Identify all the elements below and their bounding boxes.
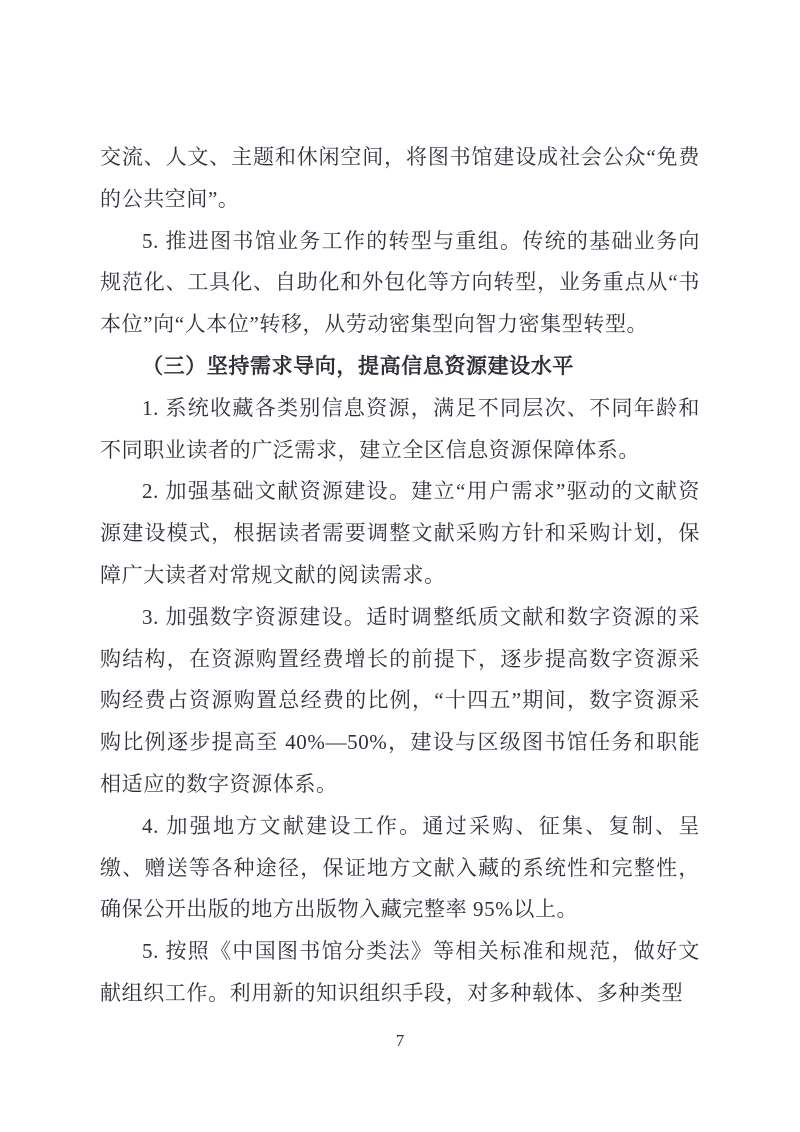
paragraph: 5. 推进图书馆业务工作的转型与重组。传统的基础业务向规范化、工具化、自助化和外包化等方向转型，业务重点从“书本位”向“人本位”转移，从劳动密集型向智力密集型转型。: [100, 228, 700, 337]
paragraph-continuation: 交流、人文、主题和休闲空间，将图书馆建设成社会公众“免费的公共空间”。: [100, 145, 700, 211]
document-body: [100, 137, 700, 1015]
paragraph: 1. 系统收藏各类别信息资源，满足不同层次、不同年龄和不同职业读者的广泛需求，建立全区信息资源保障体系。: [100, 395, 700, 462]
section-heading: （三）坚持需求导向，提高信息资源建设水平: [142, 353, 574, 378]
page-number: 7: [395, 1031, 405, 1050]
page-footer: [0, 1031, 800, 1051]
paragraph: 4. 加强地方文献建设工作。通过采购、征集、复制、呈缴、赠送等各种途径，保证地方文献入藏的系统性和完整性，确保公开出版的地方出版物入藏完整率 95%以上。: [100, 813, 700, 922]
paragraph: 2. 加强基础文献资源建设。建立“用户需求”驱动的文献资源建设模式，根据读者需要调整文献采购方针和采购计划，保障广大读者对常规文献的阅读需求。: [100, 479, 700, 587]
paragraph: 3. 加强数字资源建设。适时调整纸质文献和数字资源的采购结构，在资源购置经费增长的前提下，逐步提高数字资源采购经费占资源购置总经费的比例，“十四五”期间，数字资源采购比例逐步提高至 40%—50%，建设与区级图书馆任务和职能相适应的数字资源体系。: [100, 604, 700, 796]
paragraph: 5. 按照《中国图书馆分类法》等相关标准和规范，做好文献组织工作。利用新的知识组织手段，对多种载体、多种类型: [100, 939, 700, 1005]
